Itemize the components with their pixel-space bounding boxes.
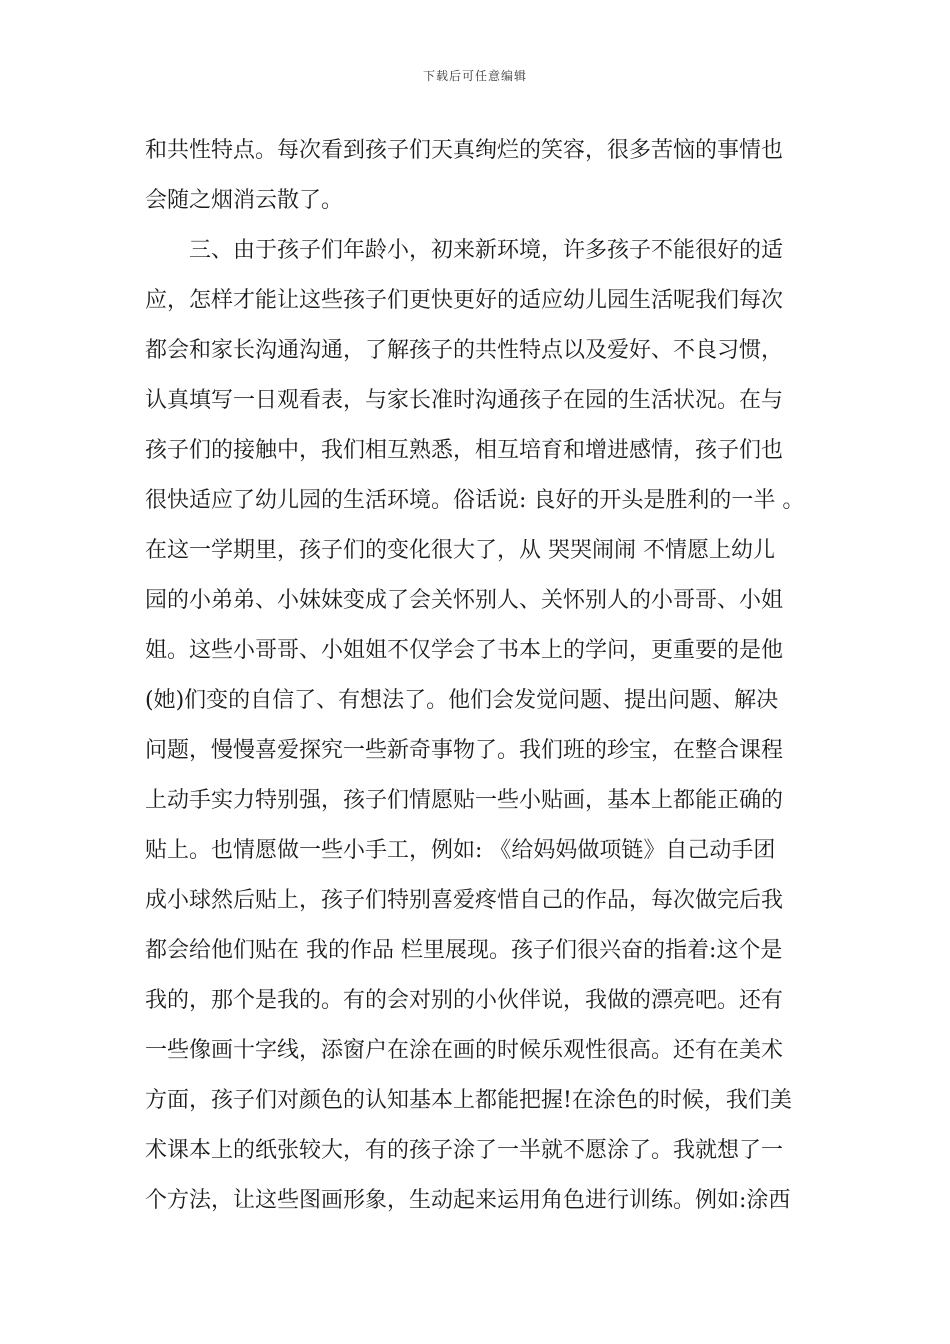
text-line: 方面，孩子们对颜色的认知基本上都能把握!在涂色的时候，我们美	[145, 1088, 792, 1113]
body-text	[145, 131, 825, 1231]
text-line: 应，怎样才能让这些孩子们更快更好的适应幼儿园生活呢我们每次	[145, 288, 784, 313]
text-line: (她)们变的自信了、有想法了。他们会发觉问题、提出问题、解决	[145, 688, 779, 713]
text-line: 会随之烟消云散了。	[145, 188, 344, 213]
page-header: 下载后可任意编辑	[422, 69, 527, 83]
text-line: 成小球然后贴上，孩子们特别喜爱疼惜自己的作品，每次做完后我	[145, 888, 784, 913]
text-line: 姐。这些小哥哥、小姐姐不仅学会了书本上的学问，更重要的是他	[145, 638, 784, 663]
text-line: 认真填写一日观看表，与家长准时沟通孩子在园的生活状况。在与	[145, 388, 784, 413]
text-line: 很快适应了幼儿园的生活环境。俗话说: 良好的开头是胜利的一半 。	[145, 488, 805, 513]
text-line: 个方法，让这些图画形象，生动起来运用角色进行训练。例如:涂西	[145, 1188, 791, 1213]
text-line: 都会给他们贴在 我的作品 栏里展现。孩子们很兴奋的指着:这个是	[145, 938, 783, 963]
text-line: 贴上。也情愿做一些小手工，例如: 《给妈妈做项链》自己动手团	[145, 838, 776, 863]
text-line: 术课本上的纸张较大，有的孩子涂了一半就不愿涂了。我就想了一	[145, 1138, 784, 1163]
text-line: 孩子们的接触中，我们相互熟悉，相互培育和增进感情，孩子们也	[145, 438, 784, 463]
text-line: 三、由于孩子们年龄小，初来新环境，许多孩子不能很好的适	[145, 238, 784, 263]
text-line: 和共性特点。每次看到孩子们天真绚烂的笑容，很多苦恼的事情也	[145, 138, 784, 163]
text-line: 在这一学期里，孩子们的变化很大了，从 哭哭闹闹 不情愿上幼儿	[145, 538, 775, 563]
text-line: 一些像画十字线，添窗户在涂在画的时候乐观性很高。还有在美术	[145, 1038, 784, 1063]
text-line: 园的小弟弟、小妹妹变成了会关怀别人、关怀别人的小哥哥、小姐	[145, 588, 784, 613]
text-line: 问题，慢慢喜爱探究一些新奇事物了。我们班的珍宝，在整合课程	[145, 738, 784, 763]
text-line: 我的，那个是我的。有的会对别的小伙伴说，我做的漂亮吧。还有	[145, 988, 784, 1013]
text-line: 上动手实力特别强，孩子们情愿贴一些小贴画，基本上都能正确的	[145, 788, 784, 813]
text-line: 都会和家长沟通沟通，了解孩子的共性特点以及爱好、不良习惯，	[145, 338, 784, 363]
